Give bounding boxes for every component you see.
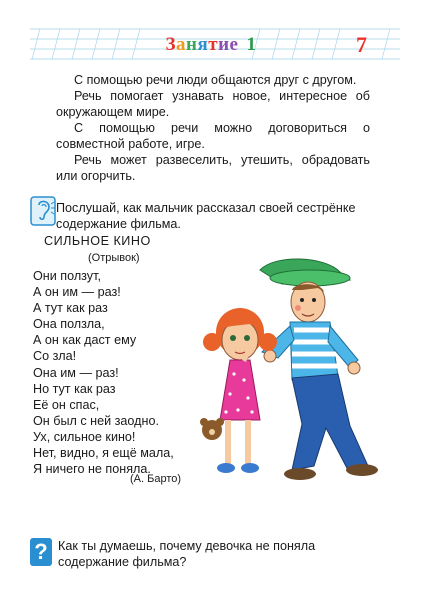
question-text: Как ты думаешь, почему девочка не поняла содержание фильма?: [58, 539, 316, 569]
ear-icon: [30, 196, 56, 226]
poem-line: Она ползла,: [33, 317, 105, 332]
poem-line: А он как даст ему: [33, 333, 137, 348]
question-icon: ?: [30, 538, 52, 566]
poem-line: Но тут как раз: [33, 381, 116, 396]
poem-author: (А. Барто): [130, 473, 182, 485]
listening-task: Послушай, как мальчик рассказал своей сестрёнке содержание фильма.: [56, 201, 356, 231]
lesson-number: 1: [246, 34, 257, 55]
boy-figure: [260, 259, 378, 480]
girl-figure: [200, 308, 277, 473]
paragraph: С помощью речи люди общаются друг с другом.: [74, 73, 357, 87]
poem-line: Нет, видно, я ещё мала,: [33, 446, 174, 461]
paragraph: Речь может развеселить, утешить, обрадовать или огорчить.: [56, 153, 370, 183]
poem-line: А тут как раз: [33, 301, 108, 316]
intro-paragraphs: [56, 72, 370, 184]
poem-subtitle: (Отрывок): [88, 252, 140, 264]
poem-line: Она им — раз!: [33, 365, 119, 380]
poem-body: [33, 268, 174, 477]
poem-title: СИЛЬНОЕ КИНО: [44, 234, 151, 248]
poem-line: Я ничего не поняла.: [33, 462, 151, 477]
poem-line: Он был с ней заодно.: [33, 413, 159, 428]
poem-line: А он им — раз!: [33, 285, 121, 300]
paragraph: С помощью речи можно договориться о совместной работе, игре.: [56, 121, 370, 151]
poem-line: Они ползут,: [33, 269, 101, 283]
poem-line: Со зла!: [33, 349, 77, 364]
poem-line: Её он спас,: [33, 397, 100, 412]
poem-line: Ух, сильное кино!: [33, 429, 136, 444]
children-illustration: [190, 256, 400, 496]
paragraph: Речь помогает узнавать новое, интересное об окружающем мире.: [56, 89, 370, 119]
page-number: 7: [356, 32, 367, 57]
lesson-title: Занятие 1: [165, 34, 257, 55]
